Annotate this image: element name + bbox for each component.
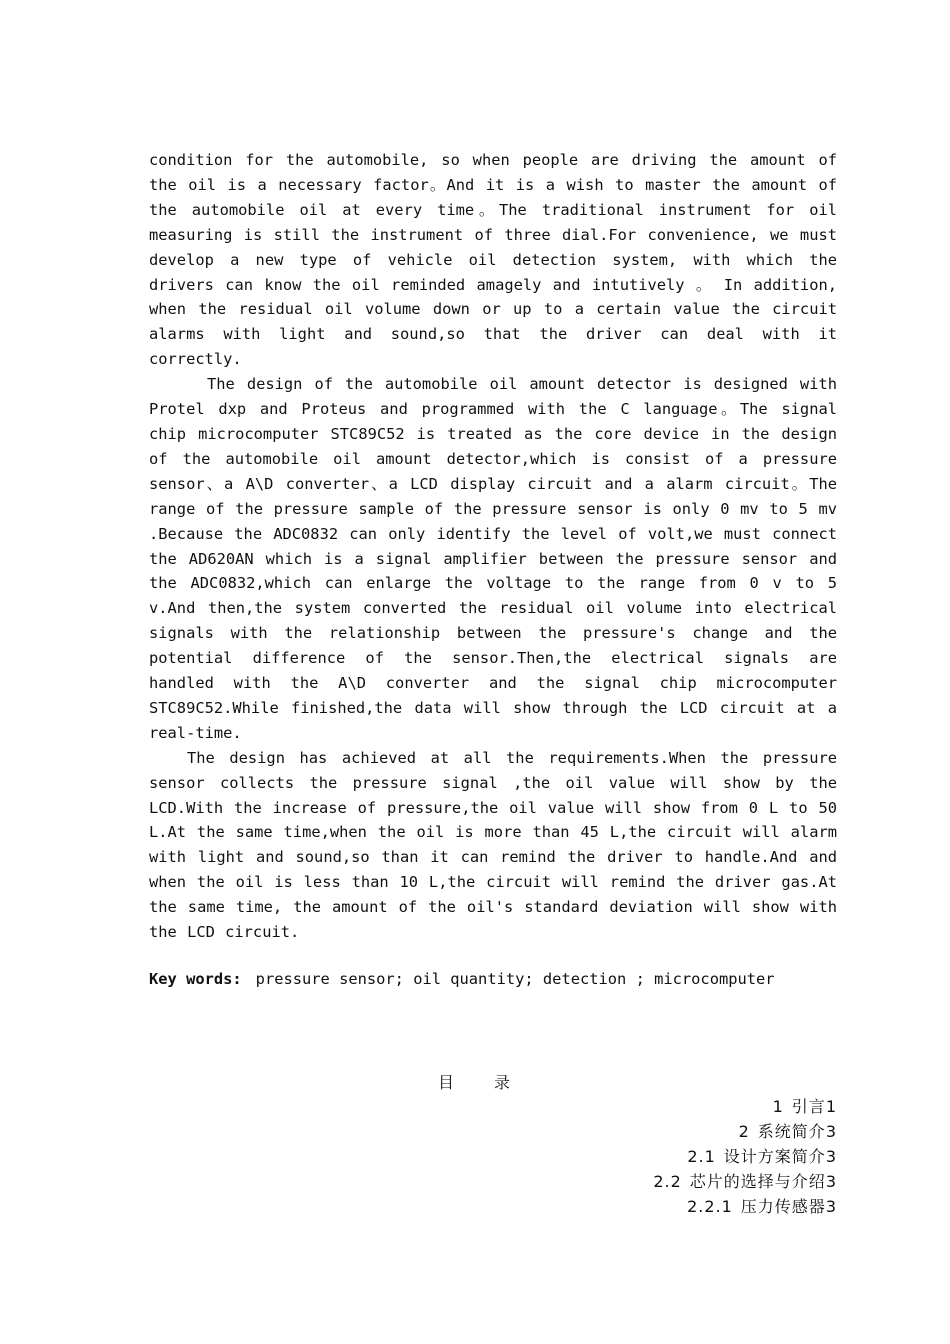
- toc-item[interactable]: [653, 1119, 837, 1144]
- keywords-line: [149, 967, 837, 991]
- toc-item-title: 系统简介: [757, 1122, 826, 1141]
- toc-item-page: 3: [825, 1197, 837, 1216]
- abstract-paragraph-3: The design has achieved at all the requirements.When the pressure sensor collects the pressure signal ,the oil value will show by the LCD.With the increase of pressure,the oil value will show from 0 L to 50 L.At the same time,when the oil is more than 45 L,the circuit will alarm with light and sound,so than it can remind the driver to handle.And and when the oil is less than 10 L,the circuit will remind the driver gas.At the same time, the amount of the oil's standard deviation will show with the LCD circuit.: [149, 748, 837, 942]
- toc-item[interactable]: [653, 1194, 837, 1219]
- table-of-contents: [653, 1094, 837, 1219]
- toc-item-title: 引言: [791, 1097, 826, 1116]
- toc-item[interactable]: [653, 1144, 837, 1169]
- toc-item[interactable]: [653, 1094, 837, 1119]
- toc-item-page: 3: [825, 1122, 837, 1141]
- toc-item-number: 2.1: [687, 1147, 716, 1166]
- toc-item-number: 2.2: [653, 1172, 682, 1191]
- toc-item-title: 芯片的选择与介绍: [689, 1172, 826, 1191]
- keywords-text: pressure sensor; oil quantity; detection ; microcomputer: [255, 970, 775, 988]
- toc-item-number: 1: [772, 1097, 784, 1116]
- keywords-label: Key words:: [149, 970, 242, 988]
- abstract-paragraph-1: condition for the automobile, so when people are driving the amount of the oil is a necessary factor。And it is a wish to master the amount of the automobile oil at every time。The traditional instrument for oil measuring is still the instrument of three dial.For convenience, we must develop a new type of vehicle oil detection system, with which the drivers can know the oil reminded amagely and intutively 。 In addition, when the residual oil volume down or up to a certain value the circuit alarms with light and sound,so that the driver can deal with it correctly.: [149, 151, 837, 369]
- toc-item-number: 2.2.1: [687, 1197, 733, 1216]
- abstract-paragraph-2: The design of the automobile oil amount detector is designed with Protel dxp and Proteus and programmed with the C language。The signal chip microcomputer STC89C52 is treated as the core device in the design of the automobile oil amount detector,which is consist of a pressure sensor、a A\D converter、a LCD display circuit and a alarm circuit。The range of the pressure sample of the pressure sensor is only 0 mv to 5 mv .Because the ADC0832 can only identify the level of volt,we must connect the AD620AN which is a signal amplifier between the pressure sensor and the ADC0832,which can enlarge the voltage to the range from 0 v to 5 v.And then,the system converted the residual oil volume into electrical signals with the relationship between the pressure's change and the potential difference of the sensor.Then,the electrical signals are handled with the A\D converter and the signal chip microcomputer STC89C52.While finished,the data will show through the LCD circuit at a real-time.: [149, 375, 837, 742]
- toc-title: 目录: [437, 1073, 550, 1092]
- toc-item[interactable]: [653, 1169, 837, 1194]
- toc-item-number: 2: [738, 1122, 750, 1141]
- abstract-section: [149, 148, 837, 991]
- toc-item-page: 3: [825, 1172, 837, 1191]
- toc-item-title: 设计方案简介: [723, 1147, 826, 1166]
- toc-item-page: 1: [825, 1097, 837, 1116]
- toc-item-title: 压力传感器: [740, 1197, 826, 1216]
- toc-item-page: 3: [825, 1147, 837, 1166]
